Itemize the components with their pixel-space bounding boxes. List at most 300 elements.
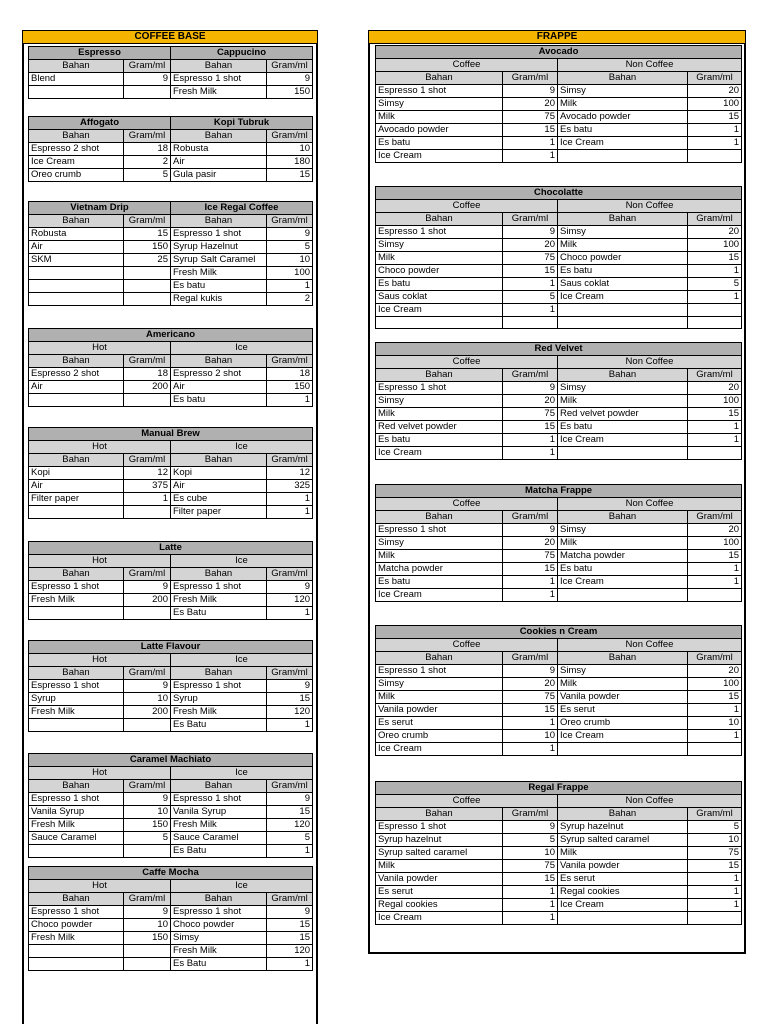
ingredient-cell: Ice Cream (376, 447, 503, 460)
amount-cell: 15 (267, 169, 313, 182)
ingredient-cell: Simsy (558, 382, 688, 395)
table-row (29, 919, 313, 932)
amount-cell: 18 (124, 143, 171, 156)
ingredient-cell: Ice Cream (376, 150, 503, 163)
table-row (29, 241, 313, 254)
amount-cell: 1 (688, 421, 742, 434)
ingredient-cell: Espresso 1 shot (171, 581, 267, 594)
recipe-table-chocolatte (375, 186, 741, 329)
ingredient-cell: Milk (558, 98, 688, 111)
amount-cell: 20 (688, 382, 742, 395)
ingredient-cell: Espresso 1 shot (29, 581, 124, 594)
table-title: Ice Regal Coffee (171, 202, 313, 215)
amount-cell: 1 (503, 150, 558, 163)
variant-label: Hot (29, 654, 171, 667)
amount-cell: 15 (688, 408, 742, 421)
amount-cell: 15 (503, 563, 558, 576)
ingredient-cell (29, 293, 124, 306)
table-row (376, 678, 742, 691)
ingredient-cell: Espresso 1 shot (171, 680, 267, 693)
amount-cell: 1 (688, 886, 742, 899)
ingredient-cell: Es Batu (171, 845, 267, 858)
ingredient-cell: Ice Cream (29, 156, 124, 169)
amount-cell: 9 (503, 226, 558, 239)
amount-cell: 200 (124, 381, 171, 394)
amount-cell: 15 (688, 860, 742, 873)
table-row (376, 743, 742, 756)
amount-cell: 9 (267, 73, 313, 86)
table-row (376, 847, 742, 860)
ingredient-cell: SKM (29, 254, 124, 267)
amount-cell: 120 (267, 945, 313, 958)
ingredient-cell: Fresh Milk (171, 594, 267, 607)
table-row (376, 537, 742, 550)
ingredient-cell: Robusta (171, 143, 267, 156)
amount-cell: 15 (124, 228, 171, 241)
table-row (29, 945, 313, 958)
amount-cell: 75 (503, 550, 558, 563)
amount-cell: 15 (267, 919, 313, 932)
amount-cell: 15 (503, 704, 558, 717)
amount-cell: 1 (688, 730, 742, 743)
amount-cell: 1 (688, 291, 742, 304)
ingredient-cell: Regal cookies (558, 886, 688, 899)
table-row (376, 408, 742, 421)
recipe-table-affogato-kopi-tubruk (28, 116, 312, 182)
amount-cell: 1 (503, 278, 558, 291)
amount-cell: 10 (503, 730, 558, 743)
table-title: Kopi Tubruk (171, 117, 313, 130)
amount-cell: 1 (688, 873, 742, 886)
amount-cell (124, 293, 171, 306)
amount-cell (124, 607, 171, 620)
ingredient-cell: Milk (376, 408, 503, 421)
ingredient-cell: Air (171, 156, 267, 169)
variant-label: Ice (171, 880, 313, 893)
amount-cell: 100 (267, 267, 313, 280)
ingredient-cell: Syrup hazelnut (558, 821, 688, 834)
ingredient-cell: Kopi (171, 467, 267, 480)
table-row (29, 169, 313, 182)
amount-cell: 15 (267, 806, 313, 819)
table-row (376, 730, 742, 743)
table-row (29, 607, 313, 620)
amount-cell: 18 (267, 368, 313, 381)
amount-cell: 1 (267, 394, 313, 407)
amount-cell: 9 (124, 793, 171, 806)
amount-cell: 15 (267, 932, 313, 945)
amount-cell: 5 (267, 241, 313, 254)
table-row (376, 239, 742, 252)
ingredient-cell: Espresso 2 shot (171, 368, 267, 381)
amount-cell (124, 719, 171, 732)
table-title: Cookies n Cream (376, 626, 742, 639)
ingredient-cell: Espresso 1 shot (171, 793, 267, 806)
column-header: Gram/ml (267, 355, 313, 368)
table-row (376, 395, 742, 408)
table-row (376, 265, 742, 278)
table-row (29, 506, 313, 519)
variant-label: Ice (171, 767, 313, 780)
table-title: Espresso (29, 47, 171, 60)
amount-cell: 10 (267, 254, 313, 267)
column-header: Gram/ml (267, 454, 313, 467)
variant-label: Non Coffee (558, 498, 742, 511)
ingredient-cell: Espresso 1 shot (171, 73, 267, 86)
column-header: Bahan (558, 808, 688, 821)
column-header: Bahan (29, 780, 124, 793)
table-row (376, 124, 742, 137)
ingredient-cell: Es batu (376, 278, 503, 291)
amount-cell: 75 (503, 860, 558, 873)
ingredient-cell: Fresh Milk (171, 86, 267, 99)
ingredient-cell: Ice Cream (376, 304, 503, 317)
ingredient-cell: Vanila powder (558, 691, 688, 704)
column-header: Gram/ml (688, 369, 742, 382)
ingredient-cell (29, 719, 124, 732)
ingredient-cell: Vanila powder (558, 860, 688, 873)
ingredient-cell: Espresso 1 shot (29, 906, 124, 919)
table-row (376, 447, 742, 460)
variant-label: Coffee (376, 200, 558, 213)
table-row (29, 932, 313, 945)
ingredient-cell: Air (29, 241, 124, 254)
column-header: Bahan (558, 652, 688, 665)
amount-cell: 200 (124, 706, 171, 719)
recipe-table-vietnam-drip-ice-regal-coffee (28, 201, 312, 306)
table-row (29, 706, 313, 719)
ingredient-cell: Kopi (29, 467, 124, 480)
column-header: Gram/ml (688, 72, 742, 85)
column-header: Bahan (171, 893, 267, 906)
ingredient-cell: Es serut (376, 717, 503, 730)
ingredient-cell: Fresh Milk (29, 706, 124, 719)
amount-cell: 9 (503, 665, 558, 678)
ingredient-cell: Espresso 1 shot (376, 524, 503, 537)
amount-cell: 5 (124, 832, 171, 845)
table-row (376, 550, 742, 563)
column-header: Gram/ml (267, 60, 313, 73)
amount-cell: 75 (503, 408, 558, 421)
amount-cell: 9 (267, 581, 313, 594)
recipe-table-latte (28, 541, 312, 620)
ingredient-cell: Syrup salted caramel (376, 847, 503, 860)
table-title: Caffe Mocha (29, 867, 313, 880)
table-row (29, 906, 313, 919)
column-header: Gram/ml (267, 780, 313, 793)
table-row (376, 717, 742, 730)
ingredient-cell: Ice Cream (558, 730, 688, 743)
column-header: Gram/ml (688, 213, 742, 226)
table-row (376, 576, 742, 589)
variant-label: Coffee (376, 639, 558, 652)
ingredient-cell: Milk (558, 239, 688, 252)
table-row (376, 111, 742, 124)
ingredient-cell: Filter paper (171, 506, 267, 519)
amount-cell: 9 (124, 581, 171, 594)
table-row (29, 280, 313, 293)
column-header: Gram/ml (124, 130, 171, 143)
ingredient-cell: Milk (376, 691, 503, 704)
amount-cell (688, 447, 742, 460)
ingredient-cell: Ice Cream (558, 137, 688, 150)
amount-cell: 75 (503, 111, 558, 124)
ingredient-cell: Simsy (558, 665, 688, 678)
amount-cell: 15 (503, 873, 558, 886)
ingredient-cell: Simsy (376, 239, 503, 252)
ingredient-cell: Espresso 1 shot (29, 793, 124, 806)
column-header: Gram/ml (503, 369, 558, 382)
ingredient-cell (558, 150, 688, 163)
ingredient-cell: Choco powder (558, 252, 688, 265)
ingredient-cell: Espresso 1 shot (376, 821, 503, 834)
amount-cell: 1 (503, 304, 558, 317)
amount-cell: 1 (503, 137, 558, 150)
column-header: Gram/ml (124, 215, 171, 228)
table-row (376, 691, 742, 704)
amount-cell: 150 (124, 241, 171, 254)
ingredient-cell: Simsy (558, 524, 688, 537)
ingredient-cell (29, 958, 124, 971)
amount-cell: 100 (688, 395, 742, 408)
column-header: Bahan (171, 568, 267, 581)
ingredient-cell: Fresh Milk (171, 945, 267, 958)
amount-cell: 1 (688, 563, 742, 576)
table-row (376, 860, 742, 873)
recipe-table-manual-brew (28, 427, 312, 519)
column-header: Gram/ml (124, 667, 171, 680)
amount-cell (124, 86, 171, 99)
ingredient-cell: Espresso 2 shot (29, 368, 124, 381)
ingredient-cell: Es batu (558, 421, 688, 434)
ingredient-cell: Milk (558, 537, 688, 550)
ingredient-cell: Simsy (558, 226, 688, 239)
ingredient-cell: Fresh Milk (171, 706, 267, 719)
table-title: Avocado (376, 46, 742, 59)
ingredient-cell: Es batu (376, 137, 503, 150)
amount-cell: 120 (267, 594, 313, 607)
amount-cell: 75 (503, 252, 558, 265)
column-header: Bahan (376, 808, 503, 821)
amount-cell: 1 (688, 576, 742, 589)
amount-cell: 1 (688, 124, 742, 137)
ingredient-cell (558, 743, 688, 756)
recipe-table-latte-flavour (28, 640, 312, 732)
table-row (376, 834, 742, 847)
ingredient-cell: Milk (558, 395, 688, 408)
amount-cell: 120 (267, 819, 313, 832)
table-row (376, 85, 742, 98)
amount-cell: 25 (124, 254, 171, 267)
ingredient-cell: Choco powder (171, 919, 267, 932)
variant-label: Hot (29, 342, 171, 355)
table-row (29, 693, 313, 706)
table-row (29, 267, 313, 280)
amount-cell: 5 (124, 169, 171, 182)
table-row (376, 382, 742, 395)
ingredient-cell: Vanila powder (376, 873, 503, 886)
ingredient-cell: Syrup (29, 693, 124, 706)
column-header: Bahan (558, 511, 688, 524)
column-header: Gram/ml (124, 60, 171, 73)
amount-cell: 15 (267, 693, 313, 706)
ingredient-cell: Espresso 2 shot (29, 143, 124, 156)
table-title: Manual Brew (29, 428, 313, 441)
amount-cell: 75 (688, 847, 742, 860)
table-row (29, 143, 313, 156)
table-row (376, 912, 742, 925)
amount-cell: 100 (688, 678, 742, 691)
amount-cell: 1 (503, 447, 558, 460)
table-row (29, 832, 313, 845)
ingredient-cell (558, 589, 688, 602)
amount-cell: 1 (267, 493, 313, 506)
amount-cell: 12 (267, 467, 313, 480)
amount-cell: 1 (503, 717, 558, 730)
table-row (376, 665, 742, 678)
column-header: Bahan (29, 667, 124, 680)
ingredient-cell: Vanila powder (376, 704, 503, 717)
amount-cell (124, 945, 171, 958)
amount-cell: 1 (267, 506, 313, 519)
ingredient-cell: Simsy (376, 678, 503, 691)
column-header: Gram/ml (124, 893, 171, 906)
table-row (376, 98, 742, 111)
ingredient-cell: Syrup Salt Caramel (171, 254, 267, 267)
table-row (376, 226, 742, 239)
amount-cell: 15 (503, 421, 558, 434)
ingredient-cell: Avocado powder (558, 111, 688, 124)
ingredient-cell: Milk (558, 678, 688, 691)
amount-cell: 9 (124, 73, 171, 86)
amount-cell: 1 (688, 704, 742, 717)
column-header: Gram/ml (503, 808, 558, 821)
table-row (376, 704, 742, 717)
ingredient-cell: Milk (376, 550, 503, 563)
column-header: Bahan (171, 130, 267, 143)
amount-cell: 9 (124, 906, 171, 919)
amount-cell: 100 (688, 537, 742, 550)
amount-cell: 1 (688, 137, 742, 150)
table-title: Chocolatte (376, 187, 742, 200)
ingredient-cell: Espresso 1 shot (376, 382, 503, 395)
column-header: Bahan (171, 454, 267, 467)
amount-cell: 10 (503, 847, 558, 860)
ingredient-cell: Milk (376, 252, 503, 265)
amount-cell: 20 (503, 678, 558, 691)
amount-cell: 10 (124, 806, 171, 819)
column-header: Bahan (171, 355, 267, 368)
column-header: Gram/ml (503, 72, 558, 85)
ingredient-cell: Air (29, 480, 124, 493)
ingredient-cell: Simsy (558, 85, 688, 98)
variant-label: Ice (171, 555, 313, 568)
column-header: Bahan (171, 667, 267, 680)
ingredient-cell: Gula pasir (171, 169, 267, 182)
amount-cell: 5 (503, 291, 558, 304)
table-title: Americano (29, 329, 313, 342)
ingredient-cell: Air (171, 480, 267, 493)
amount-cell: 1 (503, 886, 558, 899)
table-row (29, 254, 313, 267)
amount-cell: 1 (503, 576, 558, 589)
amount-cell: 9 (503, 85, 558, 98)
column-header: Bahan (558, 72, 688, 85)
amount-cell: 1 (503, 434, 558, 447)
amount-cell (124, 506, 171, 519)
ingredient-cell (558, 304, 688, 317)
amount-cell: 20 (688, 665, 742, 678)
recipe-table-caffe-mocha (28, 866, 312, 971)
table-row (376, 899, 742, 912)
table-title: Latte Flavour (29, 641, 313, 654)
amount-cell: 9 (503, 821, 558, 834)
ingredient-cell (29, 280, 124, 293)
amount-cell (503, 317, 558, 329)
table-row (376, 563, 742, 576)
ingredient-cell: Espresso 1 shot (171, 906, 267, 919)
recipe-table-regal-frappe (375, 781, 741, 925)
ingredient-cell: Es serut (558, 704, 688, 717)
table-row (376, 304, 742, 317)
amount-cell: 5 (688, 821, 742, 834)
table-row (376, 421, 742, 434)
recipe-table-espresso-cappucino (28, 46, 312, 99)
ingredient-cell: Syrup hazelnut (376, 834, 503, 847)
ingredient-cell: Espresso 1 shot (29, 680, 124, 693)
amount-cell: 20 (503, 239, 558, 252)
amount-cell: 1 (267, 719, 313, 732)
ingredient-cell: Es Batu (171, 607, 267, 620)
table-row (29, 793, 313, 806)
ingredient-cell: Avocado powder (376, 124, 503, 137)
ingredient-cell: Espresso 1 shot (376, 665, 503, 678)
ingredient-cell: Simsy (376, 395, 503, 408)
ingredient-cell: Saus coklat (558, 278, 688, 291)
ingredient-cell: Espresso 1 shot (171, 228, 267, 241)
variant-label: Coffee (376, 59, 558, 72)
ingredient-cell: Red velvet powder (376, 421, 503, 434)
column-header: Gram/ml (503, 652, 558, 665)
ingredient-cell: Es batu (171, 280, 267, 293)
ingredient-cell: Milk (558, 847, 688, 860)
ingredient-cell: Es batu (171, 394, 267, 407)
ingredient-cell: Saus coklat (376, 291, 503, 304)
ingredient-cell: Robusta (29, 228, 124, 241)
ingredient-cell: Simsy (171, 932, 267, 945)
variant-label: Non Coffee (558, 200, 742, 213)
variant-label: Hot (29, 880, 171, 893)
amount-cell: 9 (267, 793, 313, 806)
table-row (29, 394, 313, 407)
amount-cell: 180 (267, 156, 313, 169)
table-row (29, 594, 313, 607)
amount-cell (688, 304, 742, 317)
table-row (29, 293, 313, 306)
table-title: Vietnam Drip (29, 202, 171, 215)
ingredient-cell: Ice Cream (376, 912, 503, 925)
table-row (376, 873, 742, 886)
column-header: Bahan (558, 369, 688, 382)
variant-label: Coffee (376, 498, 558, 511)
amount-cell: 325 (267, 480, 313, 493)
amount-cell: 200 (124, 594, 171, 607)
amount-cell: 75 (503, 691, 558, 704)
column-header: Gram/ml (267, 568, 313, 581)
column-header: Gram/ml (688, 511, 742, 524)
amount-cell: 5 (503, 834, 558, 847)
table-row (29, 806, 313, 819)
